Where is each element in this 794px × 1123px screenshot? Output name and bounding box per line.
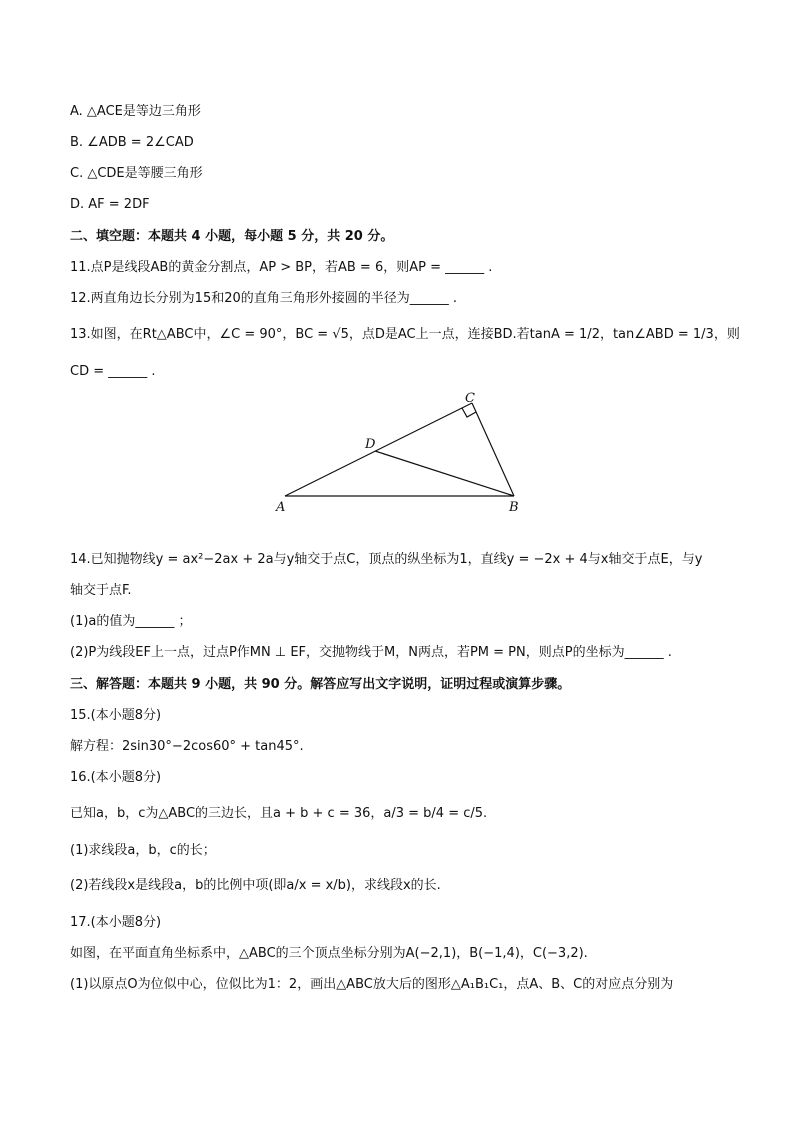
segment-bd <box>375 451 514 496</box>
question-17-part-1: (1)以原点O为位似中心，位似比为1：2，画出△ABC放大后的图形△A₁B₁C₁，点A、B、C的对应点分别为 <box>70 977 674 992</box>
question-16-title: 16.(本小题8分) <box>70 770 162 785</box>
question-15-body: 解方程：2sin30°−2cos60° + tan45°. <box>70 739 304 754</box>
label-c: C <box>465 391 475 406</box>
question-12: 12.两直角边长分别为15和20的直角三角形外接圆的半径为______ . <box>70 291 458 306</box>
question-11: 11.点P是线段AB的黄金分割点，AP > BP，若AB = 6，则AP = ______ . <box>70 260 493 275</box>
section-2-header: 二、填空题：本题共 4 小题，每小题 5 分，共 20 分。 <box>70 229 394 244</box>
triangle-figure <box>0 390 794 520</box>
label-d: D <box>365 437 376 452</box>
label-b: B <box>509 500 519 515</box>
question-16-part-2: (2)若线段x是线段a，b的比例中项(即a/x = x/b)，求线段x的长. <box>70 878 441 893</box>
label-a: A <box>276 500 286 515</box>
section-3-header: 三、解答题：本题共 9 小题，共 90 分。解答应写出文字说明，证明过程或演算步骤。 <box>70 677 571 692</box>
side-ac <box>285 403 472 496</box>
question-14-part-1: (1)a的值为______ ； <box>70 614 192 629</box>
right-angle-mark <box>462 408 476 417</box>
question-15-title: 15.(本小题8分) <box>70 708 162 723</box>
option-a: A. △ACE是等边三角形 <box>70 104 201 119</box>
question-16-part-1: (1)求线段a，b，c的长； <box>70 843 216 858</box>
question-17-body: 如图，在平面直角坐标系中，△ABC的三个顶点坐标分别为A(−2,1)，B(−1,4)，C(−3,2). <box>70 946 588 961</box>
question-17-title: 17.(本小题8分) <box>70 915 162 930</box>
option-d: D. AF = 2DF <box>70 197 150 212</box>
question-13-line-1: 13.如图，在Rt△ABC中，∠C = 90°，BC = √5，点D是AC上一点，连接BD.若tanA = 1/2，tan∠ABD = 1/3，则 <box>70 327 740 342</box>
question-13-line-2: CD = ______ . <box>70 364 156 379</box>
option-c: C. △CDE是等腰三角形 <box>70 166 203 181</box>
question-14-part-2: (2)P为线段EF上一点，过点P作MN ⊥ EF，交抛物线于M，N两点，若PM = PN，则点P的坐标为______ . <box>70 645 672 660</box>
side-cb <box>472 403 514 496</box>
question-14-line-2: 轴交于点F. <box>70 583 132 598</box>
question-16-body: 已知a，b，c为△ABC的三边长，且a + b + c = 36，a/3 = b/4 = c/5. <box>70 806 488 821</box>
option-b: B. ∠ADB = 2∠CAD <box>70 135 194 150</box>
question-14-line-1: 14.已知抛物线y = ax²−2ax + 2a与y轴交于点C，顶点的纵坐标为1，直线y = −2x + 4与x轴交于点E，与y <box>70 552 703 567</box>
